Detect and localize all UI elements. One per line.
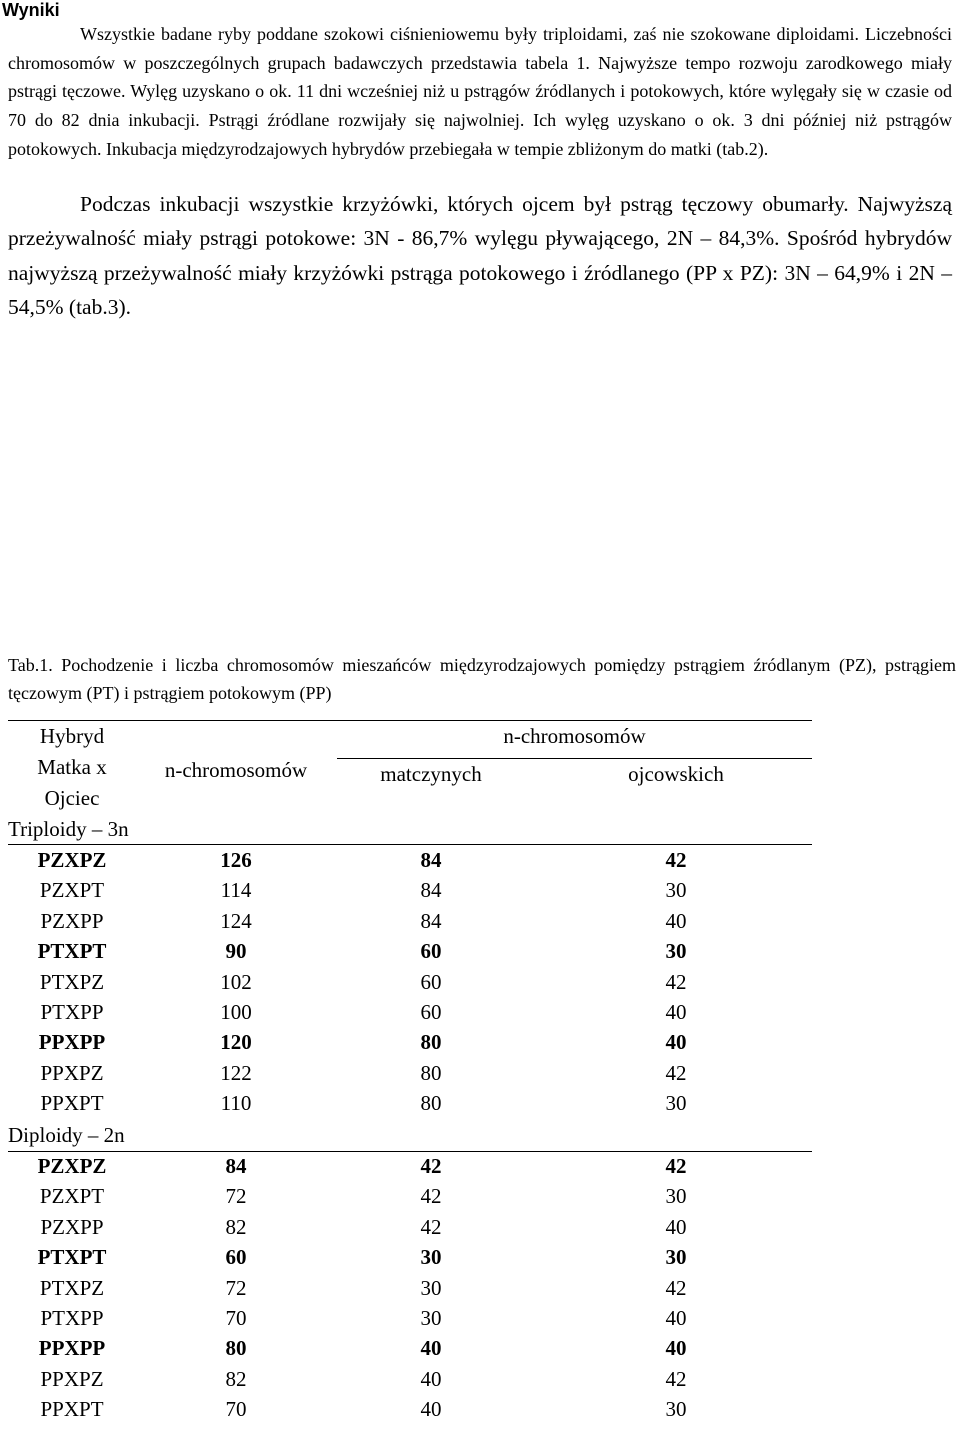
table-row (0, 1394, 960, 1424)
cell-maternal: 42 (420, 1184, 442, 1209)
cell-maternal: 84 (420, 908, 442, 933)
table-row (0, 906, 960, 936)
table-row (0, 936, 960, 966)
cell-hybrid: PZXPT (39, 878, 105, 903)
cell-n-chromosomes: 90 (225, 939, 247, 964)
table-row (0, 1212, 960, 1242)
cell-hybrid: PZXPZ (37, 848, 107, 872)
cell-paternal: 40 (665, 1000, 687, 1024)
cell-hybrid: PZXPP (40, 1214, 104, 1239)
cell-n-chromosomes: 60 (225, 1245, 247, 1270)
results-paragraph-1: Wszystkie badane ryby poddane szokowi ciśnieniowemu były triploidami, zaś nie szokowane diploidami. Liczebności chromosomów w poszczególnych grupach badawczych przedstawia tabela 1. Najwyższe tempo rozwoju zarodkowego miały pstrągi tęczowe. Wylęg uzyskano o ok. 11 dni wcześniej niż u pstrągów źródlanych i potokowych, które wylęgały się w czasie od 70 do 82 dnia inkubacji. Pstrągi źródlane rozwijały się najwolniej. Ich wylęg uzyskano o ok. 3 dni później niż pstrągów potokowych. Inkubacja międzyrodzajowych hybrydów przebiegała w tempie zbliżonym do matki (tab.2). (8, 24, 952, 159)
cell-hybrid: PTXPP (40, 1000, 104, 1024)
cell-hybrid: PTXPZ (39, 969, 105, 994)
cell-paternal: 42 (665, 848, 687, 872)
table-row (0, 997, 960, 1027)
header-paternal: ojcowskich (628, 762, 724, 786)
cell-paternal: 30 (665, 1397, 687, 1422)
cell-n-chromosomes: 126 (220, 848, 252, 872)
header-hybrid-line2: Matka x (37, 755, 107, 779)
table-row (0, 1273, 960, 1303)
table-row (0, 1181, 960, 1211)
section-label-triploid: Triploidy – 3n (8, 817, 129, 841)
table-row (0, 1333, 960, 1363)
cell-n-chromosomes: 72 (225, 1275, 247, 1300)
cell-hybrid: PTXPT (37, 939, 107, 964)
cell-maternal: 84 (420, 878, 442, 903)
table-row (0, 1088, 960, 1118)
cell-maternal: 60 (420, 969, 442, 994)
cell-paternal: 40 (665, 1336, 687, 1361)
cell-n-chromosomes: 114 (220, 878, 252, 903)
cell-paternal: 42 (665, 1275, 687, 1300)
cell-maternal: 42 (420, 1154, 442, 1178)
cell-n-chromosomes: 82 (225, 1366, 247, 1391)
cell-hybrid: PTXPP (40, 1306, 104, 1330)
cell-n-chromosomes: 110 (220, 1091, 252, 1116)
cell-maternal: 40 (420, 1366, 442, 1391)
cell-maternal: 40 (420, 1397, 442, 1422)
cell-maternal: 30 (420, 1306, 442, 1330)
cell-n-chromosomes: 84 (225, 1154, 247, 1178)
cell-n-chromosomes: 120 (220, 1030, 252, 1055)
cell-maternal: 80 (420, 1060, 442, 1085)
cell-hybrid: PZXPT (39, 1184, 105, 1209)
header-maternal: matczynych (380, 762, 482, 786)
table-row (0, 1303, 960, 1333)
cell-n-chromosomes: 122 (220, 1060, 252, 1085)
table-row (0, 845, 960, 875)
cell-maternal: 30 (420, 1275, 442, 1300)
cell-maternal: 60 (420, 939, 442, 964)
cell-n-chromosomes: 124 (220, 908, 252, 933)
header-hybrid-line3: Ojciec (44, 786, 100, 810)
cell-n-chromosomes: 70 (225, 1306, 247, 1330)
table-row (0, 1151, 960, 1181)
cell-n-chromosomes: 82 (225, 1214, 247, 1239)
cell-n-chromosomes: 80 (225, 1336, 247, 1361)
cell-paternal: 30 (665, 939, 687, 964)
cell-hybrid: PPXPP (38, 1030, 106, 1055)
cell-maternal: 60 (420, 1000, 442, 1024)
cell-paternal: 42 (665, 1154, 687, 1178)
table-row (0, 1027, 960, 1057)
cell-maternal: 80 (420, 1030, 442, 1055)
section-heading: Wyniki (2, 0, 60, 20)
cell-hybrid: PPXPT (40, 1091, 104, 1116)
cell-maternal: 40 (420, 1336, 442, 1361)
cell-hybrid: PTXPZ (39, 1275, 105, 1300)
cell-hybrid: PZXPP (40, 908, 104, 933)
cell-hybrid: PZXPZ (37, 1154, 107, 1178)
cell-maternal: 80 (420, 1091, 442, 1116)
cell-paternal: 40 (665, 1030, 687, 1055)
cell-paternal: 40 (665, 1306, 687, 1330)
cell-maternal: 84 (420, 848, 442, 872)
table-top-rule (8, 720, 812, 721)
cell-hybrid: PTXPT (37, 1245, 107, 1270)
results-paragraph-2: Podczas inkubacji wszystkie krzyżówki, których ojcem był pstrąg tęczowy obumarły. Najwyższą przeżywalność miały pstrągi potokowe: 3N - 86,7% wylęgu pływającego, 2N – 84,3%. Spośród hybrydów najwyższą przeżywalność miały krzyżówki pstrąga potokowego i źródlanego (PP x PZ): 3N – 64,9% i 2N – 54,5% (tab.3). (8, 192, 952, 319)
cell-hybrid: PPXPT (40, 1397, 104, 1422)
cell-hybrid: PPXPZ (40, 1366, 104, 1391)
header-hybrid-line1: Hybryd (39, 724, 105, 748)
cell-paternal: 30 (665, 1184, 687, 1209)
cell-hybrid: PPXPZ (40, 1060, 104, 1085)
table-caption: Tab.1. Pochodzenie i liczba chromosomów mieszańców międzyrodzajowych pomiędzy pstrągiem źródlanym (PZ), pstrągiem tęczowym (PT) i pstrągiem potokowym (PP) (8, 655, 956, 703)
group-header-rule (337, 758, 812, 759)
cell-n-chromosomes: 72 (225, 1184, 247, 1209)
cell-paternal: 42 (665, 969, 687, 994)
cell-paternal: 40 (665, 908, 687, 933)
table-row (0, 1058, 960, 1088)
cell-paternal: 30 (665, 1245, 687, 1270)
cell-hybrid: PPXPP (38, 1336, 106, 1361)
cell-maternal: 42 (420, 1214, 442, 1239)
table-row (0, 1364, 960, 1394)
cell-paternal: 30 (665, 878, 687, 903)
cell-n-chromosomes: 70 (225, 1397, 247, 1422)
cell-paternal: 40 (665, 1214, 687, 1239)
cell-n-chromosomes: 102 (220, 969, 252, 994)
cell-paternal: 30 (665, 1091, 687, 1116)
cell-paternal: 42 (665, 1060, 687, 1085)
table-row (0, 875, 960, 905)
header-n-chromosomes: n-chromosomów (164, 758, 308, 782)
cell-maternal: 30 (420, 1245, 442, 1270)
table-row (0, 1242, 960, 1272)
header-group-n-chromosomes: n-chromosomów (503, 724, 646, 748)
table-row (0, 967, 960, 997)
cell-paternal: 42 (665, 1366, 687, 1391)
cell-n-chromosomes: 100 (220, 1000, 252, 1024)
section-label-diploid: Diploidy – 2n (8, 1123, 125, 1147)
